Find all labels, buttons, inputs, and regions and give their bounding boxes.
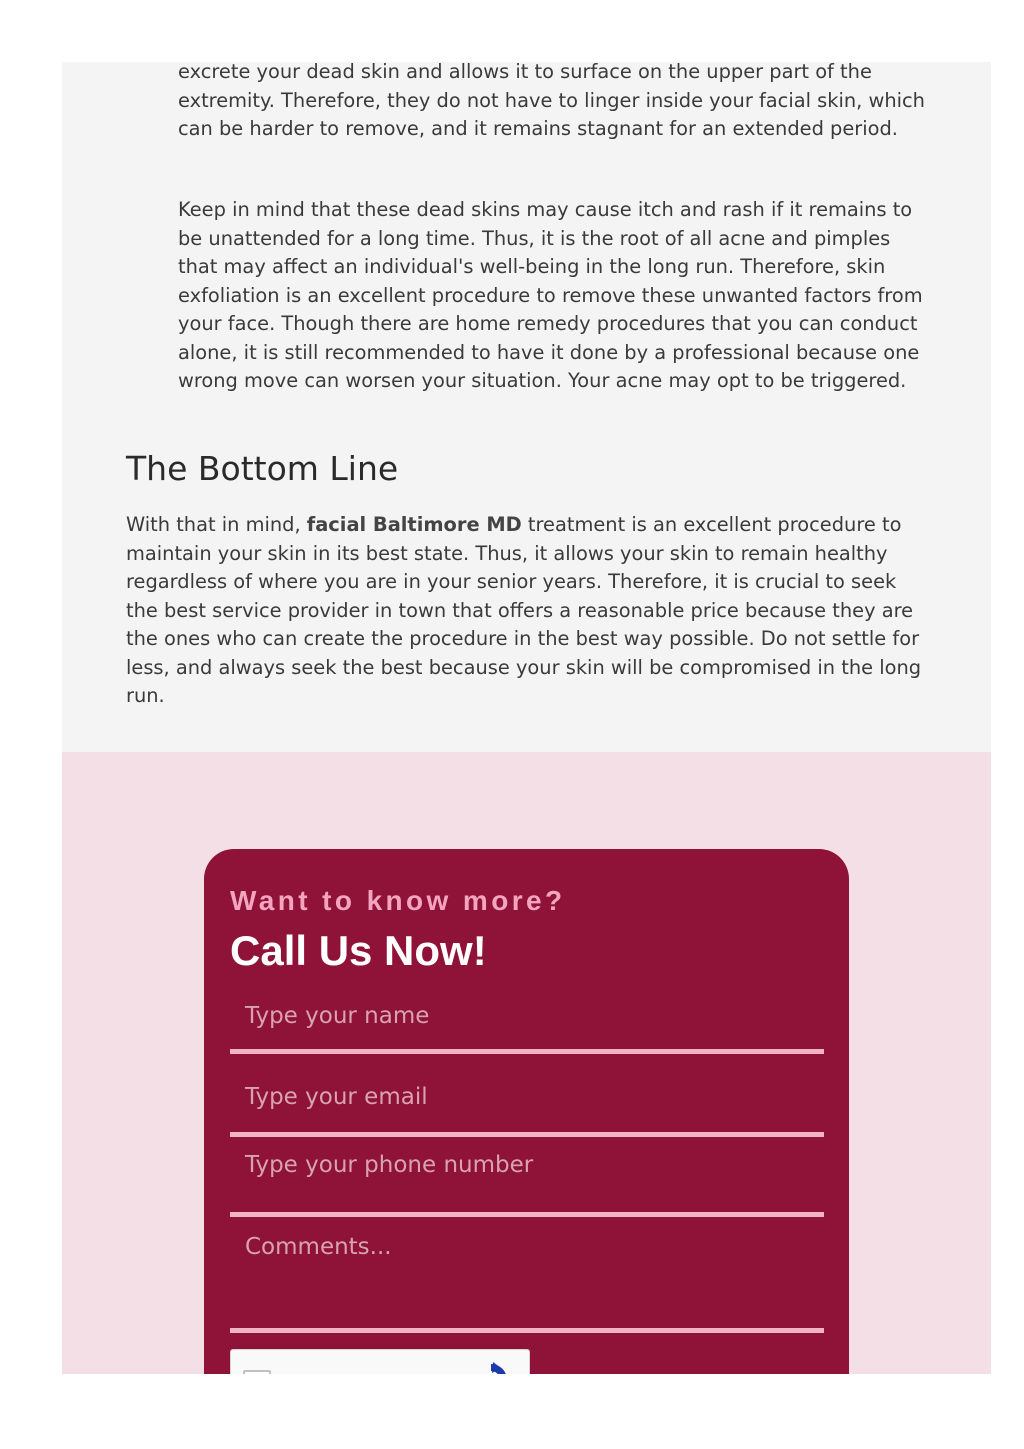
article-paragraph: excrete your dead skin and allows it to surface on the upper part of the extremity. Therefore, they do not have to linger inside your facial skin, which can be harder to remove, and it remains stagnant for an extended period. xyxy=(178,60,925,140)
name-placeholder: Type your name xyxy=(245,1003,430,1029)
email-placeholder: Type your email xyxy=(245,1084,428,1110)
form-title: Call Us Now! xyxy=(230,927,487,974)
email-field[interactable] xyxy=(230,1079,824,1137)
phone-placeholder: Type your phone number xyxy=(245,1152,534,1178)
section-heading: The Bottom Line xyxy=(126,449,399,488)
contact-form-card xyxy=(204,849,849,1374)
recaptcha-icon xyxy=(471,1360,511,1374)
keyword-link: facial Baltimore MD xyxy=(306,513,522,536)
paragraph-rest: treatment is an excellent procedure to maintain your skin in its best state. Thus, it allows your skin to remain healthy regardless of where you are in your senior years. Therefore, it is crucial to seek the best service provider in town that offers a reasonable price because they are the ones who can create the procedure in the best way possible. Do not settle for less, and always seek the best because your skin will be compromised in the long run. xyxy=(126,513,922,707)
comments-field[interactable] xyxy=(230,1221,824,1333)
paragraph-lead: With that in mind, xyxy=(126,513,307,536)
phone-field[interactable] xyxy=(230,1139,824,1217)
checkbox-icon[interactable] xyxy=(243,1370,271,1374)
name-field[interactable] xyxy=(230,999,824,1054)
article-paragraph xyxy=(126,511,924,711)
article-paragraph: Keep in mind that these dead skins may cause itch and rash if it remains to be unattended for a long time. Thus, it is the root of all acne and pimples that may affect an individual's well-being in the long run. Therefore, skin exfoliation is an excellent procedure to remove these unwanted factors from your face. Though there are home remedy procedures that you can conduct alone, it is still recommended to have it done by a professional because one wrong move can worsen your situation. Your acne may opt to be triggered. xyxy=(178,198,923,392)
form-kicker: Want to know more? xyxy=(230,885,566,916)
comments-placeholder: Comments... xyxy=(245,1234,392,1260)
article-section xyxy=(62,62,991,752)
captcha-widget xyxy=(230,1349,530,1374)
contact-section xyxy=(62,752,991,1374)
